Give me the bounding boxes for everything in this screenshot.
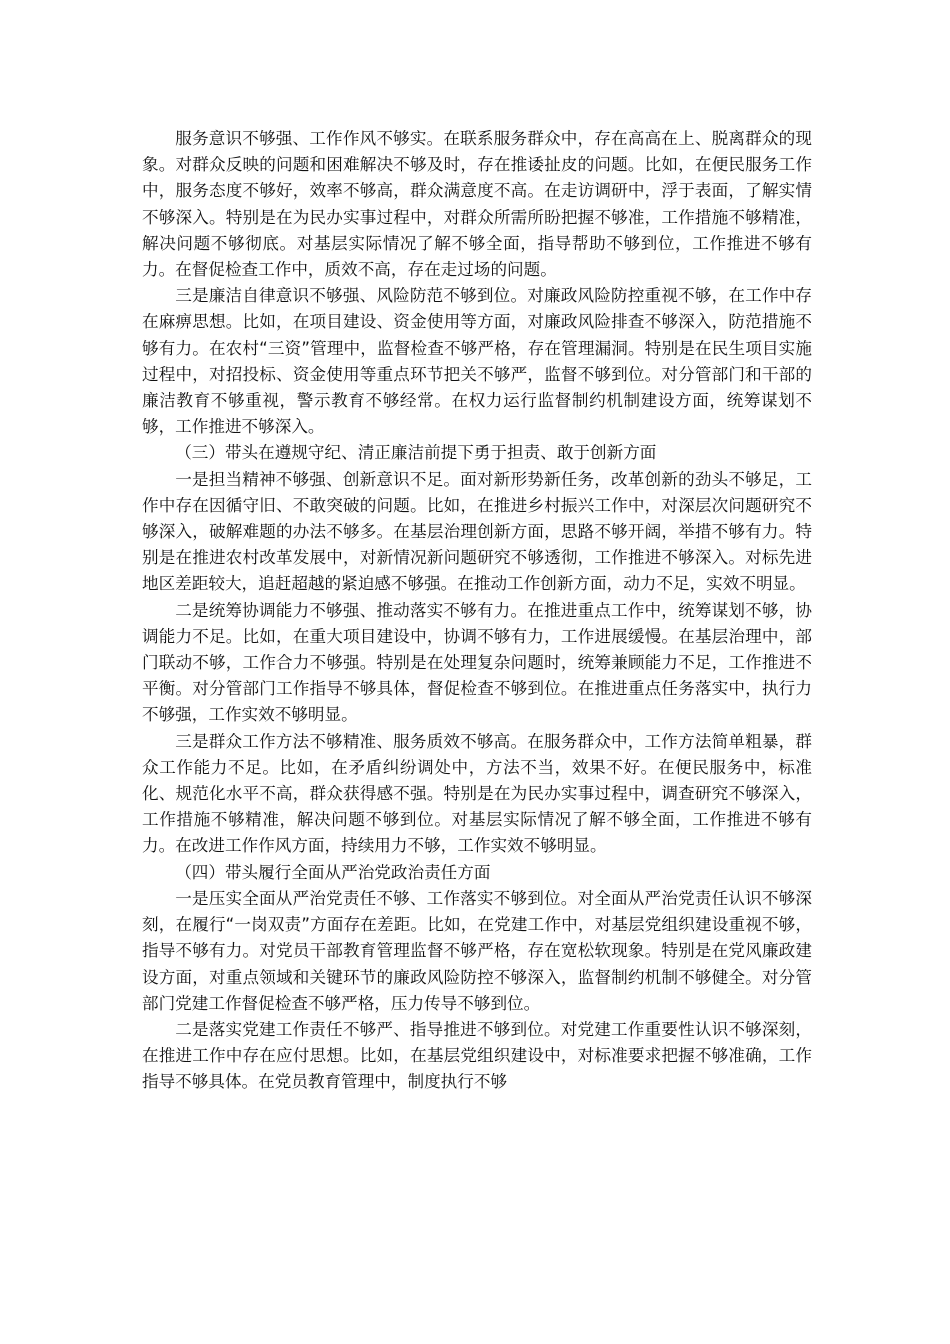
- paragraph-party-building-responsibility: 二是落实党建工作责任不够严、指导推进不够到位。对党建工作重要性认识不够深刻，在推进工作中存在应付思想。比如，在基层党组织建设中，对标准要求把握不够准确，工作指导不够具体。在党员教育管理中，制度执行不够: [142, 1019, 812, 1092]
- paragraph-service-awareness: 服务意识不够强、工作作风不够实。在联系服务群众中，存在高高在上、脱离群众的现象。对群众反映的问题和困难解决不够及时，存在推诿扯皮的问题。比如，在便民服务工作中，服务态度不够好，效率不够高，群众满意度不高。在走访调研中，浮于表面，了解实情不够深入。特别是在为民办实事过程中，对群众所需所盼把握不够准，工作措施不够精准，解决问题不够彻底。对基层实际情况了解不够全面，指导帮助不够到位，工作推进不够有力。在督促检查工作中，质效不高，存在走过场的问题。: [142, 129, 812, 280]
- paragraph-integrity-self-discipline: 三是廉洁自律意识不够强、风险防范不够到位。对廉政风险防控重视不够，在工作中存在麻痹思想。比如，在项目建设、资金使用等方面，对廉政风险排查不够深入，防范措施不够有力。在农村“三资”管理中，监督检查不够严格，存在管理漏洞。特别是在民生项目实施过程中，对招投标、资金使用等重点环节把关不够严，监督不够到位。对分管部门和干部的廉洁教育不够重视，警示教育不够经常。在权力运行监督制约机制建设方面，统筹谋划不够，工作推进不够深入。: [142, 286, 812, 437]
- paragraph-responsibility-innovation: 一是担当精神不够强、创新意识不足。面对新形势新任务，改革创新的劲头不够足，工作中存在因循守旧、不敢突破的问题。比如，在推进乡村振兴工作中，对深层次问题研究不够深入，破解难题的办法不够多。在基层治理创新方面，思路不够开阔，举措不够有力。特别是在推进农村改革发展中，对新情况新问题研究不够透彻，工作推进不够深入。对标先进地区差距较大，追赶超越的紧迫感不够强。在推动工作创新方面，动力不足，实效不明显。: [142, 469, 812, 594]
- section-heading-4: （四）带头履行全面从严治党政治责任方面: [175, 862, 491, 882]
- document-body: [142, 126, 812, 1096]
- paragraph-party-governance-responsibility: 一是压实全面从严治党责任不够、工作落实不够到位。对全面从严治党责任认识不够深刻，在履行“一岗双责”方面存在差距。比如，在党建工作中，对基层党组织建设重视不够，指导不够有力。对党员干部教育管理监督不够严格，存在宽松软现象。特别是在党风廉政建设方面，对重点领域和关键环节的廉政风险防控不够深入，监督制约机制不够健全。对分管部门党建工作督促检查不够严格，压力传导不够到位。: [142, 888, 812, 1013]
- section-heading-3: （三）带头在遵规守纪、清正廉洁前提下勇于担责、敢于创新方面: [175, 443, 657, 463]
- paragraph-coordination-ability: 二是统筹协调能力不够强、推动落实不够有力。在推进重点工作中，统筹谋划不够，协调能力不足。比如，在重大项目建设中，协调不够有力，工作进展缓慢。在基层治理中，部门联动不够，工作合力不够强。特别是在处理复杂问题时，统筹兼顾能力不足，工作推进不平衡。对分管部门工作指导不够具体，督促检查不够到位。在推进重点任务落实中，执行力不够强，工作实效不够明显。: [142, 600, 812, 725]
- paragraph-mass-work-methods: 三是群众工作方法不够精准、服务质效不够高。在服务群众中，工作方法简单粗暴，群众工作能力不足。比如，在矛盾纠纷调处中，方法不当，效果不好。在便民服务中，标准化、规范化水平不高，群众获得感不强。特别是在为民办实事过程中，调查研究不够深入，工作措施不够精准，解决问题不够到位。对基层实际情况了解不够全面，工作推进不够有力。在改进工作作风方面，持续用力不够，工作实效不够明显。: [142, 731, 812, 856]
